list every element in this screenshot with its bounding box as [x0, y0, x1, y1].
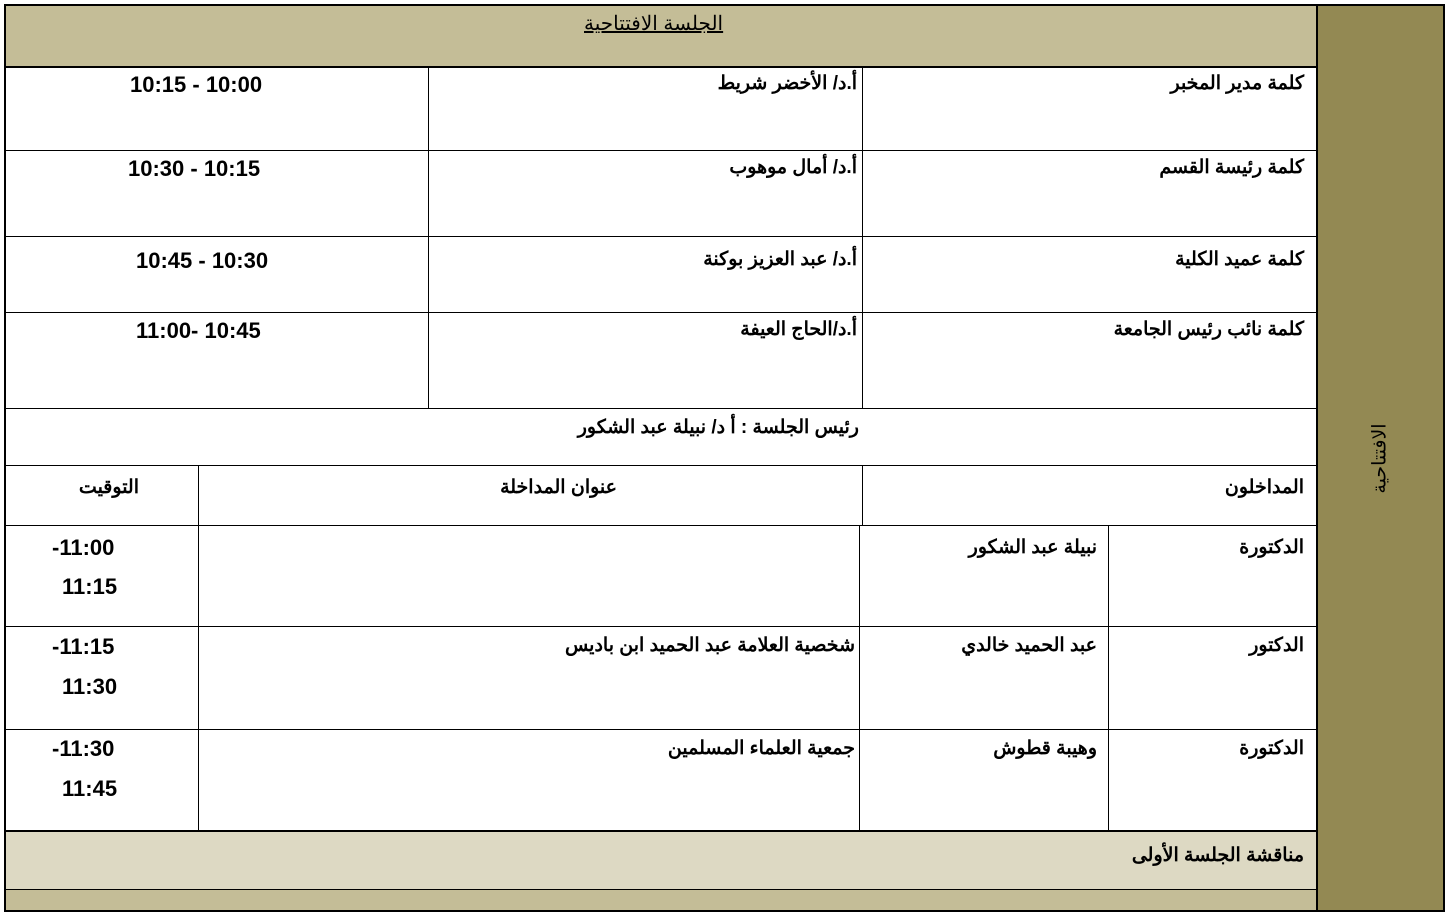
opening-speech-3: كلمة عميد الكلية	[1175, 249, 1304, 270]
session-title: الجلسة الافتتاحية	[584, 13, 724, 35]
talk-name-2: عبد الحميد خالدي	[961, 635, 1097, 656]
opening-time-3: 10:45 - 10:30	[136, 248, 269, 273]
opening-speech-1: كلمة مدير المخبر	[1170, 73, 1304, 94]
opening-speech-4: كلمة نائب رئيس الجامعة	[1113, 319, 1304, 340]
opening-speaker-4: أ.د/الحاج العيفة	[740, 319, 857, 340]
talk-name-1: نبيلة عبد الشكور	[968, 537, 1097, 558]
opening-speech-2: كلمة رئيسة القسم	[1159, 157, 1304, 178]
opening-time-2: 10:30 - 10:15	[128, 156, 261, 181]
schedule-frame	[4, 4, 1445, 912]
column-speakers: المداخلون	[1224, 477, 1304, 498]
talk-time-end-1: 11:15	[62, 574, 118, 599]
column-title: عنوان المداخلة	[500, 477, 617, 498]
talk-rank-1: الدكتورة	[1239, 537, 1304, 558]
talk-title-3: جمعية العلماء المسلمين	[667, 738, 855, 759]
session-discussion: مناقشة الجلسة الأولى	[1131, 845, 1304, 866]
column-timing: التوقيت	[78, 477, 139, 498]
talk-title-2: شخصية العلامة عبد الحميد ابن باديس	[564, 635, 855, 656]
talk-time-end-2: 11:30	[62, 674, 118, 699]
talk-time-start-2: -11:15	[52, 634, 115, 659]
opening-speaker-1: أ.د/ الأخضر شريط	[717, 73, 857, 94]
opening-speaker-2: أ.د/ أمال موهوب	[729, 157, 857, 178]
talk-time-start-3: -11:30	[52, 736, 115, 761]
talk-rank-2: الدكتور	[1249, 635, 1304, 656]
opening-time-1: 10:15 - 10:00	[130, 72, 263, 97]
talk-time-start-1: -11:00	[52, 535, 115, 560]
talk-time-end-3: 11:45	[62, 776, 118, 801]
opening-time-4: 11:00- 10:45	[136, 318, 261, 343]
talk-name-3: وهيبة قطوش	[993, 738, 1097, 759]
talk-rank-3: الدكتورة	[1239, 738, 1304, 759]
session-chair: رئيس الجلسة : أ د/ نبيلة عبد الشكور	[577, 417, 859, 438]
side-label: الافتتاحية	[1370, 422, 1391, 494]
opening-speaker-3: أ.د/ عبد العزيز بوكنة	[703, 249, 857, 270]
